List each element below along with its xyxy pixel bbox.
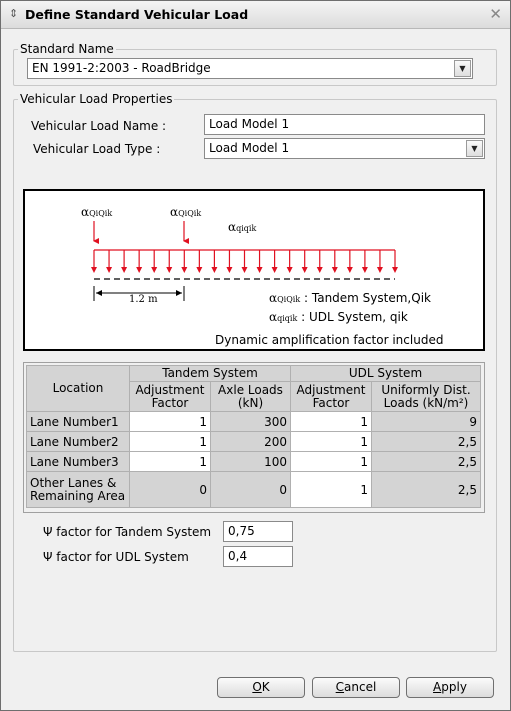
uniform-loads-header: Uniformly Dist. Loads (kN/m²) [372,382,481,412]
udl-load-arrowhead [317,267,323,273]
location-cell: Lane Number2 [27,432,130,452]
udl-load-arrowhead [377,267,383,273]
vehicular-load-name-input[interactable]: Load Model 1 [204,114,485,135]
location-cell: Other Lanes & Remaining Area [27,472,130,508]
udl-load-cell[interactable]: 2,5 [372,432,481,452]
udl-load-arrowhead [136,267,142,273]
cancel-button[interactable]: Cancel [312,677,400,698]
udl-load-arrowhead [242,267,248,273]
location-cell: Lane Number1 [27,412,130,432]
location-cell: Lane Number3 [27,452,130,472]
udl-load-cell[interactable]: 2,5 [372,452,481,472]
udl-load-arrowhead [91,267,97,273]
load-grid [26,365,481,508]
udl-adjustment-cell[interactable]: 1 [291,452,372,472]
udl-load-arrowhead [302,267,308,273]
tandem-system-header: Tandem System [130,366,291,382]
standard-name-value: EN 1991-2:2003 - RoadBridge [32,61,211,75]
udl-load-cell[interactable]: 2,5 [372,472,481,508]
dimension-label: 1.2 m [129,294,158,305]
table-row [27,452,481,472]
adjustment-factor-header: Adjustment Factor [291,382,372,412]
window-menu-icon[interactable]: ⇕ [9,7,19,20]
udl-load-arrowhead [106,267,112,273]
psi-tandem-label: Ψ factor for Tandem System [43,525,212,539]
psi-tandem-input[interactable]: 0,75 [223,521,293,542]
load-model-diagram [23,189,485,351]
table-row [27,432,481,452]
dimension-arrowhead [96,290,102,296]
axle-load-cell[interactable]: 0 [211,472,291,508]
udl-load-arrowhead [362,267,368,273]
axle-load-cell[interactable]: 100 [211,452,291,472]
udl-adjustment-cell[interactable]: 1 [291,432,372,452]
standard-name-select[interactable] [27,58,473,79]
udl-arrows [91,250,398,273]
ok-button[interactable]: OK [217,677,305,698]
udl-load-arrowhead [272,267,278,273]
tandem-adjustment-cell[interactable]: 1 [130,432,211,452]
axle-loads-header: Axle Loads (kN) [211,382,291,412]
udl-load-arrowhead [121,267,127,273]
udl-load-cell[interactable]: 9 [372,412,481,432]
adjustment-factor-header: Adjustment Factor [130,382,211,412]
standard-name-legend: Standard Name [20,42,114,56]
udl-load-arrowhead [392,267,398,273]
udl-load-arrowhead [181,267,187,273]
udl-adjustment-cell[interactable]: 1 [291,472,372,508]
axle-load-cell[interactable]: 300 [211,412,291,432]
table-row [27,472,481,508]
axle-load-cell[interactable]: 200 [211,432,291,452]
dynamic-amplification-note: Dynamic amplification factor included [215,333,444,347]
udl-load-arrowhead [287,267,293,273]
chevron-down-icon[interactable]: ▼ [466,140,483,157]
vehicular-load-properties-legend: Vehicular Load Properties [20,92,173,106]
tandem-load-label: αQiQik [81,205,113,219]
udl-load-arrowhead [226,267,232,273]
udl-load-arrowhead [257,267,263,273]
tandem-load-label: αQiQik [170,205,202,219]
chevron-down-icon[interactable]: ▼ [454,60,471,77]
legend-tandem-system: αQiQik : Tandem System,Qik [269,291,431,305]
vehicular-load-type-label: Vehicular Load Type : [33,142,161,156]
vehicular-load-type-value: Load Model 1 [209,141,290,155]
vehicular-load-type-select[interactable] [204,138,485,159]
udl-adjustment-cell[interactable]: 1 [291,412,372,432]
psi-udl-label: Ψ factor for UDL System [43,550,189,564]
title-bar[interactable] [1,1,510,29]
table-row [27,412,481,432]
location-header: Location [27,366,130,412]
udl-load-arrowhead [196,267,202,273]
dimension-arrowhead [176,290,182,296]
tandem-adjustment-cell[interactable]: 1 [130,412,211,432]
close-icon[interactable]: ✕ [489,5,502,23]
load-table [23,362,485,513]
udl-load-label: αqiqik [228,220,257,234]
udl-system-header: UDL System [291,366,481,382]
legend-udl-system: αqiqik : UDL System, qik [269,310,408,324]
vehicular-load-name-label: Vehicular Load Name : [31,119,167,133]
tandem-adjustment-cell[interactable]: 0 [130,472,211,508]
psi-udl-input[interactable]: 0,4 [223,546,293,567]
udl-load-arrowhead [151,267,157,273]
apply-button[interactable]: Apply [406,677,494,698]
dialog-title: Define Standard Vehicular Load [25,7,249,22]
udl-load-arrowhead [211,267,217,273]
udl-load-arrowhead [166,267,172,273]
udl-load-arrowhead [347,267,353,273]
tandem-adjustment-cell[interactable]: 1 [130,452,211,472]
udl-load-arrowhead [332,267,338,273]
